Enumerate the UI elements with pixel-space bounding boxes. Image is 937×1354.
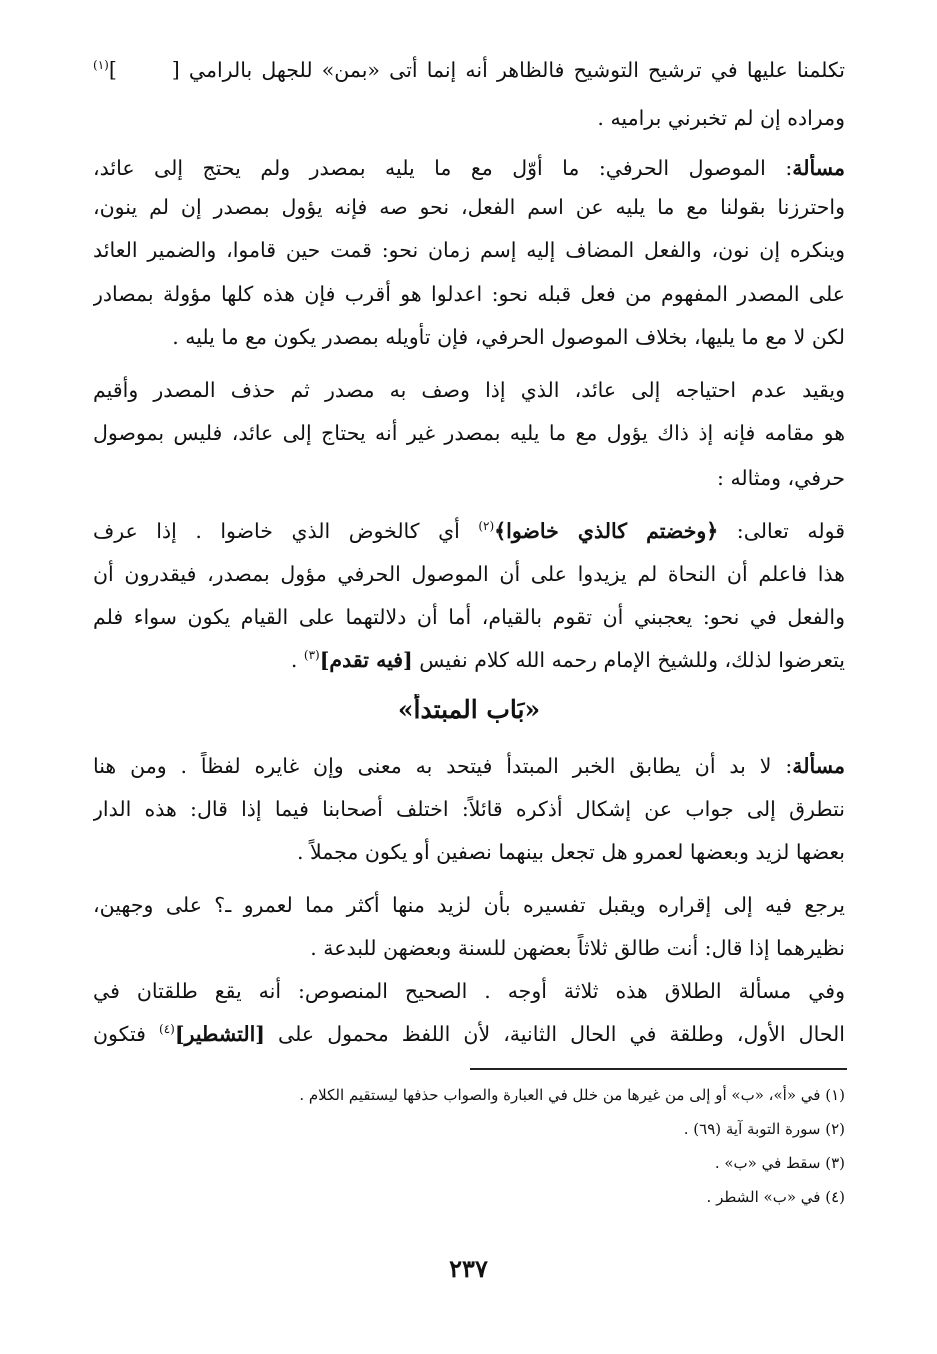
text-line-21 [93, 1020, 845, 1050]
text-line-10: حرفي، ومثاله : [717, 466, 845, 490]
talaq-end: فتكون [93, 1022, 160, 1046]
quran-verse: ﴿وخضتم كالذي خاضوا﴾ [494, 519, 719, 543]
footnote-3: (٣) سقط في «ب» . [714, 1154, 845, 1172]
tashtir-word: [التشطير] [174, 1022, 265, 1046]
footnote-ref-4: (٤) [159, 1022, 175, 1037]
text-line-18: يرجع فيه إلى إقراره ويقبل تفسيره بأن لزيد منها أكثر مما لعمرو ـ؟ على وجهين، [93, 893, 845, 917]
verse-explanation: أي كالخوض الذي خاضوا . إذا عرف [93, 519, 479, 543]
text-line-12: هذا فاعلم أن النحاة لم يزيدوا على أن الموصول الحرفي مؤول بمصدر، فيقدرون أن [93, 562, 845, 586]
footnote-2: (٢) سورة التوبة آية (٦٩) . [683, 1120, 845, 1138]
text-line-7: لكن لا مع ما يليها، بخلاف الموصول الحرفي، فإن تأويله بمصدر يكون مع ما يليه . [172, 325, 845, 349]
text-line-8: ويقيد عدم احتياجه إلى عائد، الذي إذا وصف به مصدر ثم حذف المصدر وأقيم [93, 378, 845, 402]
text-line-4: واحترزنا بقولنا مع ما يليه عن اسم الفعل، نحو صه فإنه يؤول بمصدر إن لم ينون، [93, 195, 845, 219]
masala-1-text: : الموصول الحرفي: ما أوّل مع ما يليه بمصدر ولم يحتج إلى عائد، [93, 156, 793, 180]
chapter-heading: «بَاب المبتدأ» [397, 695, 541, 724]
bracket-close: ] [108, 58, 117, 82]
verse-intro: قوله تعالى: [718, 519, 845, 543]
text-line-14 [93, 646, 845, 676]
sentence-end: . [290, 648, 304, 672]
text-line-11 [93, 517, 845, 547]
text-line-16: نتطرق إلى جواب عن إشكال أذكره قائلاً: اختلف أصحابنا فيما إذا قال: هذه الدار [93, 797, 845, 821]
masala-label-2: مسألة [792, 754, 845, 778]
footnote-ref-1: (١) [93, 58, 109, 73]
sheikh-text: يتعرضوا لذلك، وللشيخ الإمام رحمه الله كلام نفيس [412, 648, 845, 672]
talaq-text: الحال الأول، وطلقة في الحال الثانية، لأن اللفظ محمول على [264, 1022, 845, 1046]
text-line-2: ومراده إن لم تخبرني براميه . [597, 106, 845, 130]
footnote-ref-3: (٣) [303, 648, 320, 663]
text-line-17: بعضها لزيد وبعضها لعمرو هل تجعل بينهما نصفين أو يكون مجملاً . [297, 840, 845, 864]
footnote-1: (١) في «أ»، «ب» أو إلى من غيرها من خلل في العبارة والصواب حذفها ليستقيم الكلام . [299, 1086, 845, 1104]
text-line-9: هو مقامه فإنه إذ ذاك يؤول مع ما يليه بمصدر غير أنه يحتاج إلى عائد، فليس بموصول [93, 421, 845, 445]
text-line-19: نظيرهما إذا قال: أنت طالق ثلاثاً بعضهن للسنة وبعضهن للبدعة . [310, 936, 845, 960]
masala-label: مسألة [792, 156, 845, 180]
text-line-3 [93, 154, 845, 184]
text-line-20: وفي مسألة الطلاق هذه ثلاثة أوجه . الصحيح المنصوص: أنه يقع طلقتان في [93, 979, 845, 1003]
footnote-divider [470, 1068, 847, 1070]
text-line-13: والفعل في نحو: يعجبني أن تقوم بالقيام، أما أن دلالتهما على القيام يكون سواء فلم [93, 605, 845, 629]
text-line-1-content: تكلمنا عليها في ترشيح التوشيح فالظاهر أنه إنما أتى «بمن» للجهل بالرامي [ [171, 58, 845, 82]
page-number: ٢٣٧ [449, 1254, 488, 1283]
text-line-6: على المصدر المفهوم من فعل قبله نحو: اعدلوا هو أقرب فإن هذه كلها مؤولة بمصادر [93, 282, 845, 306]
bracket-note: [فيه تقدم] [319, 648, 413, 672]
text-line-5: وينكره إن نون، والفعل المضاف إليه إسم زمان نحو: قمت حين قاموا، والضمير العائد [93, 238, 845, 262]
footnote-ref-2: (٢) [478, 519, 495, 534]
text-line-1 [93, 56, 845, 86]
masala-2-text: : لا بد أن يطابق الخبر المبتدأ فيتحد به معنى وإن غايره لفظاً . ومن هنا [93, 754, 793, 778]
text-line-15 [93, 752, 845, 782]
footnote-4: (٤) في «ب» الشطر . [706, 1188, 845, 1206]
